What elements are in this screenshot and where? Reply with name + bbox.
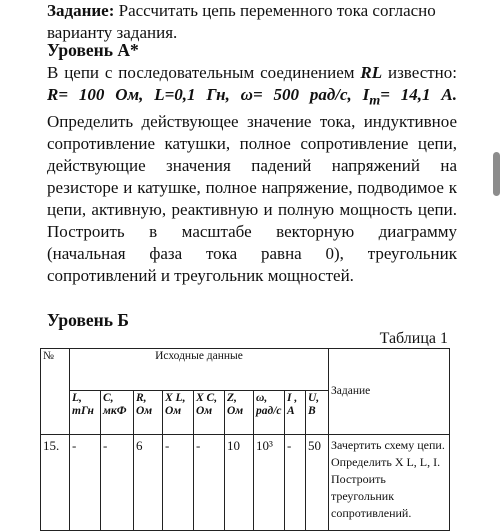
col-i: I , А xyxy=(285,391,306,435)
body-text-2: известно: xyxy=(382,63,457,82)
level-b-heading: Уровень Б xyxy=(47,310,129,330)
level-a-body xyxy=(47,62,457,287)
table-caption: Таблица 1 xyxy=(379,330,448,347)
body-rest: Определить действующее значение тока, индуктивное сопротивление катушки, полное сопротивление цепи, действующие значения падений напряжений на резисторе и катушке, полное напряжение, подводимое к цепи, активную, реактивную и полную мощность цепи. Построить в масштабе векторную диаграмму (начальная фаза тока равна 0), треугольник сопротивлений и треугольник мощностей. xyxy=(47,112,457,286)
cell-xc: - xyxy=(194,435,225,531)
cell-z: 10 xyxy=(225,435,254,531)
col-omega: ω, рад/с xyxy=(254,391,285,435)
body-rl: RL xyxy=(360,63,383,82)
task-paragraph xyxy=(47,0,457,44)
cell-xl: - xyxy=(163,435,194,531)
task-heading: Задание: xyxy=(47,1,115,20)
header-no: № xyxy=(41,349,70,435)
col-c: C, мкФ xyxy=(101,391,134,435)
row-no: 15. xyxy=(41,435,70,531)
body-given-2: = 14,1 А. xyxy=(380,85,457,104)
cell-task: Зачертить схему цепи. Определить X L, L, I. Построить треугольник сопротивлений. xyxy=(329,435,450,531)
cell-r: 6 xyxy=(134,435,163,531)
data-table xyxy=(40,348,450,531)
header-initial: Исходные данные xyxy=(70,349,329,391)
col-r: R, Ом xyxy=(134,391,163,435)
cell-c: - xyxy=(101,435,134,531)
task-text: Рассчитать цепь переменного тока согласно варианту задания. xyxy=(47,1,436,42)
cell-u: 50 xyxy=(306,435,329,531)
col-l: L, mГн xyxy=(70,391,101,435)
body-text-1: В цепи с последовательным соединением xyxy=(47,63,361,82)
cell-l: - xyxy=(70,435,101,531)
col-xl: X L, Ом xyxy=(163,391,194,435)
col-z: Z, Ом xyxy=(225,391,254,435)
body-given: R= 100 Ом, L=0,1 Гн, ω= 500 рад/с, I xyxy=(47,85,370,104)
body-sub: m xyxy=(369,92,381,109)
level-a-heading: Уровень А* xyxy=(47,40,139,60)
scrollbar[interactable] xyxy=(493,152,500,196)
cell-omega: 10³ xyxy=(254,435,285,531)
cell-i: - xyxy=(285,435,306,531)
col-u: U, В xyxy=(306,391,329,435)
col-xc: X C, Ом xyxy=(194,391,225,435)
header-task: Задание xyxy=(329,349,450,435)
